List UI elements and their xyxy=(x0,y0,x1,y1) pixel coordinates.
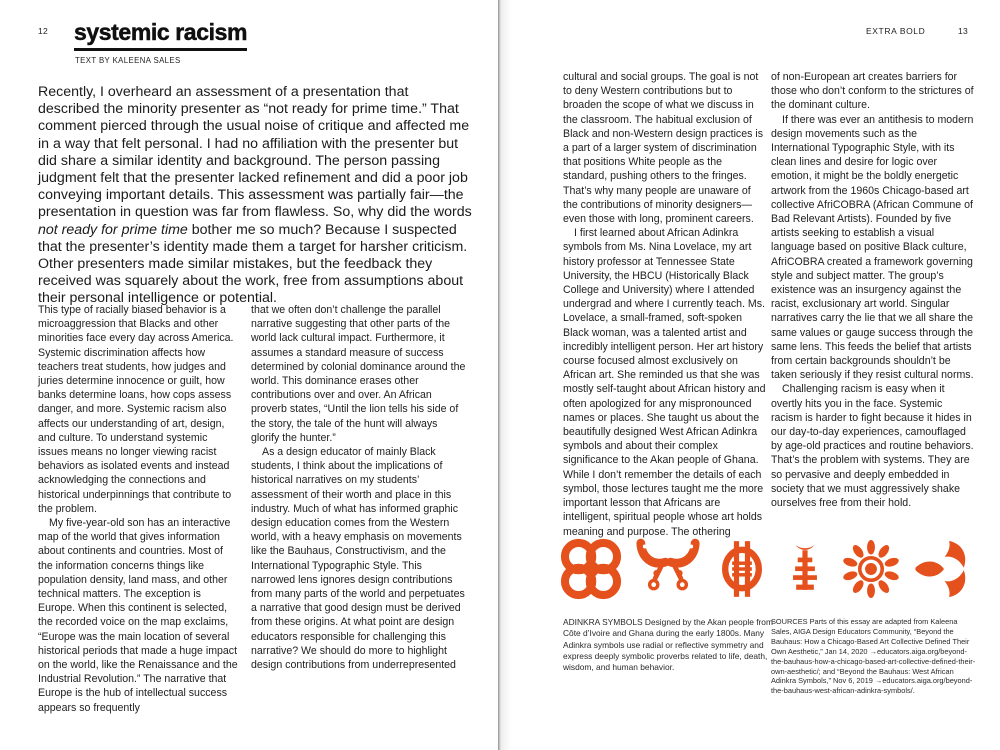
paragraph: that we often don’t challenge the parallel narrative suggesting that other parts of the world lack cultural impact. Furthermore, it assumes a standard measure of success determined by colonial dominance around the world. This dominance erases other contributions over and over. An African proverb states, “Until the lion tells his side of the story, the tale of the hunt will always glorify the hunter.” xyxy=(251,304,466,444)
intro-paragraph xyxy=(38,84,472,308)
fold-shadow xyxy=(501,0,511,750)
adinkra-crescent-staff-icon xyxy=(779,534,831,604)
paragraph: I first learned about African Adinkra symbols from Ms. Nina Lovelace, my art history professor at Tennessee State University, the HBCU (Historically Black College and University) where I attended undergrad and where I currently teach. Ms. Lovelace, a small-framed, soft-spoken Black woman, was a talented artist and incredibly intelligent person. Her art history course focused almost exclusively on African art. She reminded us that she was mostly self-taught about African history and often apologized for any mispronounced names or places. She taught us about the beautifully designed West African Adinkra symbols and about their complex significance to the Akan people of Ghana. While I don’t remember the details of each symbol, those lectures taught me the more important lesson that Africans are intelligent, spiritual people whose art holds meaning and purpose. The othering xyxy=(563,227,766,538)
adinkra-symbols-row xyxy=(560,531,976,607)
paragraph: Challenging racism is easy when it overtly hits you in the face. Systemic racism is harder to fight because it hides in our day-to-day experiences, camouflaged by age-old practices and routine behaviors. That’s the problem with systems. They are so pervasive and deeply embedded in society that we must aggressively shake ourselves free from their hold. xyxy=(771,383,974,510)
left-page-column-1 xyxy=(38,303,239,715)
adinkra-interlocking-rings-icon xyxy=(560,536,622,602)
paragraph: As a design educator of mainly Black students, I think about the implications of historical narratives on my students’ assessment of their worth and place in this industry. Much of what has informed graphic design education comes from the Western world, with a heavy emphasis on movements like the Bauhaus, Constructivism, and the International Typographic Style. This narrowed lens ignores design contributions from many parts of the world and perpetuates a narrative that good design must be derived from these origins. At what point are design educators responsible for challenging this narrative? We should do more to highlight design contributions from underrepresented xyxy=(251,446,465,672)
adinkra-rams-horns-icon xyxy=(630,535,706,603)
sources-caption: SOURCES Parts of this essay are adapted from Kaleena Sales, AIGA Design Educators Community, “Beyond the Bauhaus: How a Chicago-Based Art Collective Defined Their Own Aesthetic,” Jan 14, 2020 →educators.aiga.org/beyond-the-bauhaus-how-a-chicago-based-art-collective-defined-their-own-aesthetic/; and “Beyond the Bauhaus: West African Adinkra Symbols,” Nov 6, 2019 →educators.aiga.org/beyond-the-bauhaus-west-african-adinkra-symbols/. xyxy=(771,617,976,696)
adinkra-caption: ADINKRA SYMBOLS Designed by the Akan people from Côte d’Ivoire and Ghana during the early 1800s. Many Adinkra symbols use radial or reflective symmetry and express deeply symbolic proverbs related to life, death, wisdom, and human behavior. xyxy=(563,617,773,673)
page-number-left: 12 xyxy=(38,26,49,36)
intro-text-1: Recently, I overheard an assessment of a presentation that described the minority presenter as “not ready for prime time.” That comment pierced through the usual noise of critique and affected me in a way that felt personal. I had no affiliation with the presenter but did share a similar identity and background. The person passing judgment felt that the presenter lacked refinement and did a poor job conveying important details. This assessment was partially fair—the presentation in question was far from flawless. So, why did the words xyxy=(38,84,472,221)
paragraph: If there was ever an antithesis to modern design movements such as the International Typographic Style, with its clean lines and desire for logic over emotion, it might be the boldly energetic artwork from the 1960s Chicago-based art collective AfriCOBRA (African Commune of Bad Relevant Artists). Founded by five artists seeking to establish a visual language based on positive Black culture, AfriCOBRA created a framework governing style and subject matter. The group’s existence was an insurgency against the racist, exclusionary art world. Singular narratives carry the lie that we all share the same values or gauge success through the same lens. This feeds the belief that artists from certain backgrounds shouldn’t be taken seriously if they resist cultural norms. xyxy=(771,113,974,382)
running-header: EXTRA BOLD xyxy=(866,26,926,36)
adinkra-radiant-sun-icon xyxy=(838,535,904,603)
left-page-column-2 xyxy=(251,303,467,672)
page-number-right: 13 xyxy=(957,26,968,36)
article-title: systemic racism xyxy=(74,20,247,51)
paragraph: of non-European art creates barriers for those who don’t conform to the strictures of the dominant culture. xyxy=(771,71,974,112)
paragraph: cultural and social groups. The goal is not to deny Western contributions but to broaden the scope of what we discuss in the classroom. The habitual exclusion of Black and non-Western design practices is a part of a larger system of discrimination that positions White people as the standard, pushing others to the fringes. That’s why many people are unaware of the contributions of minority designers—even those with long, prominent careers. xyxy=(563,71,764,226)
paragraph: This type of racially biased behavior is a microaggression that Blacks and other minorities face every day across America. Systemic discrimination affects how teachers treat students, how judges and juries determine innocence or guilt, how banks determine loans, how cops assess danger, and more. Systemic racism also affects our understanding of art, design, and culture. To understand systemic issues means no longer viewing racist behaviors as isolated events and instead acknowledging the connections and historical underpinnings that contribute to the problem. xyxy=(38,304,234,515)
right-page-column-2 xyxy=(771,70,976,510)
article-byline: TEXT BY KALEENA SALES xyxy=(75,56,181,65)
intro-text-italic: not ready for prime time xyxy=(38,221,188,238)
adinkra-wisdom-knot-icon xyxy=(713,534,771,604)
paragraph: My five-year-old son has an interactive map of the world that gives information about continents and countries. Most of the information concerns things like population density, land mass, and other technical matters. The exception is Europe. When this continent is selected, the recorded voice on the map exclaims, “Europe was the main location of several historical periods that made a huge impact on the world, like the Renaissance and the Industrial Revolution.” The narrative that Europe is the hub of intellectual success appears so frequently xyxy=(38,517,238,714)
right-page-column-1 xyxy=(563,70,768,539)
adinkra-bird-icon xyxy=(912,534,976,604)
intro-text-2: bother me so much? Because I suspected that the presenter’s identity made them a target for harsher criticism. Other presenters made similar mistakes, but the feedback they received was squarely about the work, free from assumptions about their personal intelligence or potential. xyxy=(38,221,468,307)
